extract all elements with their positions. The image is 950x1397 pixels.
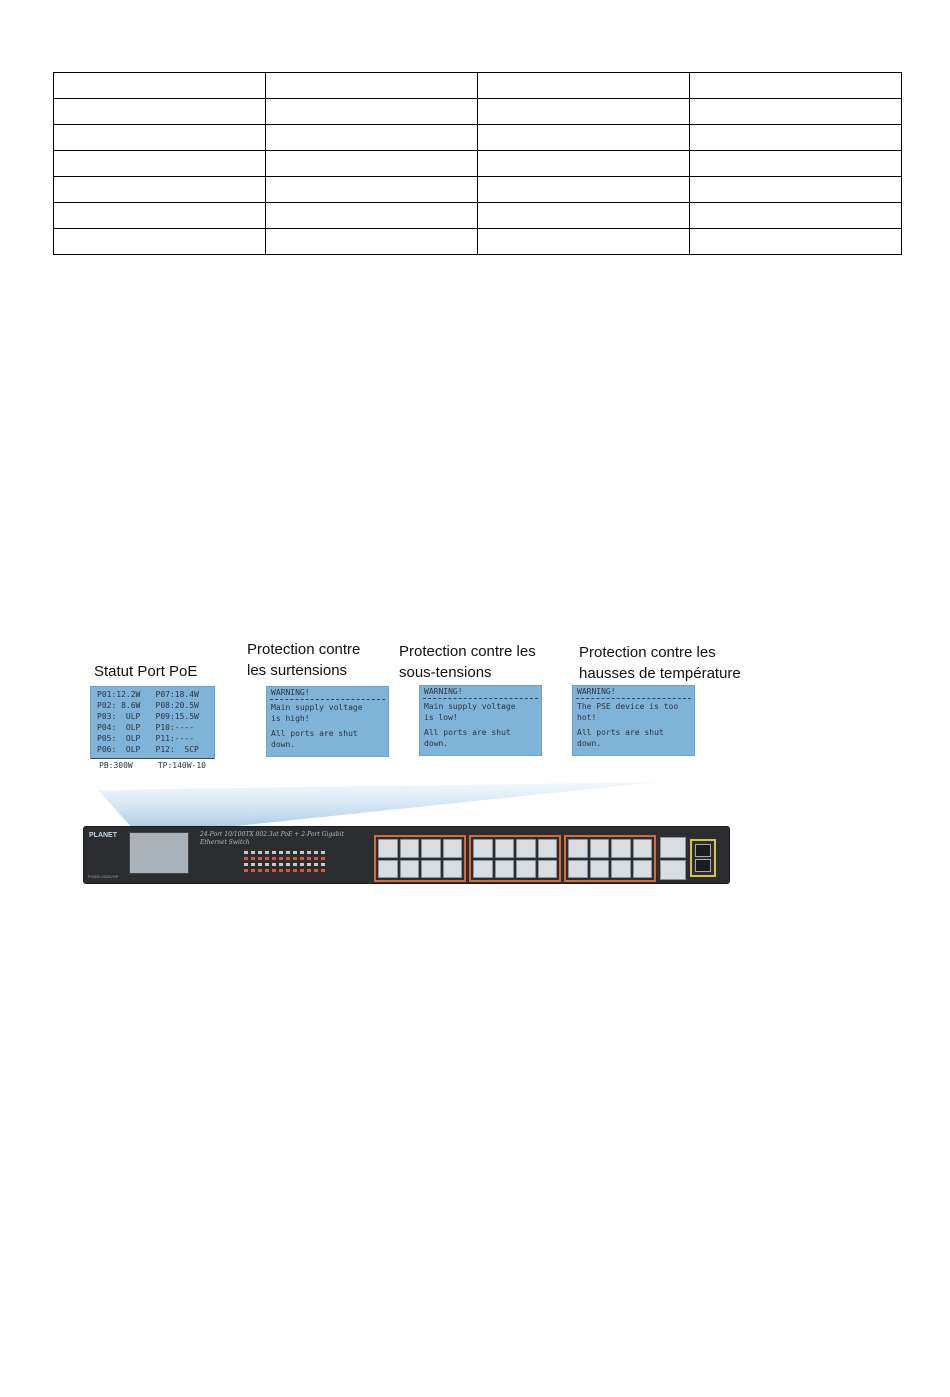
table-cell (54, 177, 266, 203)
lcd-overvoltage (266, 686, 389, 757)
brand-logo: PLANET (89, 832, 117, 839)
table-cell (478, 203, 690, 229)
warning-header: WARNING! (577, 687, 616, 696)
warning-line: hot! (577, 713, 597, 722)
table-cell (690, 203, 902, 229)
table-cell (478, 125, 690, 151)
port-status: P11:---- (155, 734, 195, 743)
warning-line: down. (577, 739, 602, 748)
port-status: P10:---- (155, 723, 195, 732)
port-status: P02: 8.6W (97, 701, 141, 710)
table-row (54, 99, 902, 125)
table-cell (266, 203, 478, 229)
port-status-grid (91, 687, 214, 755)
port-status: P06: OLP (97, 745, 141, 754)
port-block-2 (469, 835, 561, 882)
table-cell (690, 229, 902, 255)
power-budget: PB:300W (99, 761, 133, 770)
gigabit-ports (658, 835, 688, 882)
caption-overvoltage: Protection contre les surtensions (247, 641, 361, 679)
port-status: P05: OLP (97, 734, 141, 743)
table-cell (54, 151, 266, 177)
device-lcd (129, 832, 189, 874)
warning-line: is high! (271, 714, 310, 723)
table-row (54, 203, 902, 229)
table-cell (266, 125, 478, 151)
led-panel (244, 851, 364, 879)
warning-line: The PSE device is too (577, 702, 679, 711)
table-row (54, 177, 902, 203)
table-cell (54, 203, 266, 229)
warning-header: WARNING! (271, 688, 310, 697)
port-status: P09:15.5W (155, 712, 199, 721)
lcd-undervoltage (419, 685, 542, 756)
zoom-beam (88, 782, 658, 832)
warning-line: All ports are shut (271, 729, 358, 738)
table-row (54, 125, 902, 151)
table-cell (478, 99, 690, 125)
table-cell (690, 73, 902, 99)
port-status: P08:20.5W (155, 701, 199, 710)
device-title: 24-Port 10/100TX 802.3at PoE + 2-Port Gigabit Ethernet Switch (200, 831, 344, 846)
caption-poe-status: Statut Port PoE (94, 663, 198, 680)
table-cell (266, 151, 478, 177)
warning-line: All ports are shut (577, 728, 664, 737)
table-cell (54, 125, 266, 151)
divider (423, 698, 538, 699)
lcd-footer (91, 758, 214, 771)
table-cell (54, 229, 266, 255)
model-label: FGSW-2620VHP (88, 874, 119, 879)
table-cell (478, 177, 690, 203)
port-status: P04: OLP (97, 723, 141, 732)
table-cell (266, 73, 478, 99)
warning-header: WARNING! (424, 687, 463, 696)
warning-line: down. (424, 739, 449, 748)
table-cell (478, 73, 690, 99)
warning-line: is low! (424, 713, 458, 722)
total-power: TP:140W-10 (157, 761, 206, 770)
port-status: P03: ULP (97, 712, 141, 721)
port-block-3 (564, 835, 656, 882)
table-row (54, 151, 902, 177)
port-status: P12: SCP (155, 745, 199, 754)
table-cell (690, 151, 902, 177)
warning-line: All ports are shut (424, 728, 511, 737)
table-cell (690, 177, 902, 203)
caption-temperature: Protection contre les hausses de température (579, 644, 741, 682)
empty-table (53, 72, 902, 255)
divider (576, 698, 691, 699)
port-status: P07:18.4W (155, 690, 199, 699)
table-cell (54, 99, 266, 125)
table-cell (54, 73, 266, 99)
warning-line: down. (271, 740, 296, 749)
port-block-1 (374, 835, 466, 882)
warning-line: Main supply voltage (271, 703, 363, 712)
lcd-temperature (572, 685, 695, 756)
table-cell (266, 99, 478, 125)
table-cell (690, 125, 902, 151)
table-cell (690, 99, 902, 125)
table-row (54, 73, 902, 99)
table-cell (266, 229, 478, 255)
table-cell (478, 151, 690, 177)
ethernet-switch (83, 826, 730, 884)
table-cell (266, 177, 478, 203)
divider (270, 699, 385, 700)
table-row (54, 229, 902, 255)
port-status: P01:12.2W (97, 690, 141, 699)
lcd-poe-status (90, 686, 215, 770)
sfp-slots (690, 839, 716, 877)
warning-line: Main supply voltage (424, 702, 516, 711)
caption-undervoltage: Protection contre les sous-tensions (399, 643, 536, 681)
table-cell (478, 229, 690, 255)
